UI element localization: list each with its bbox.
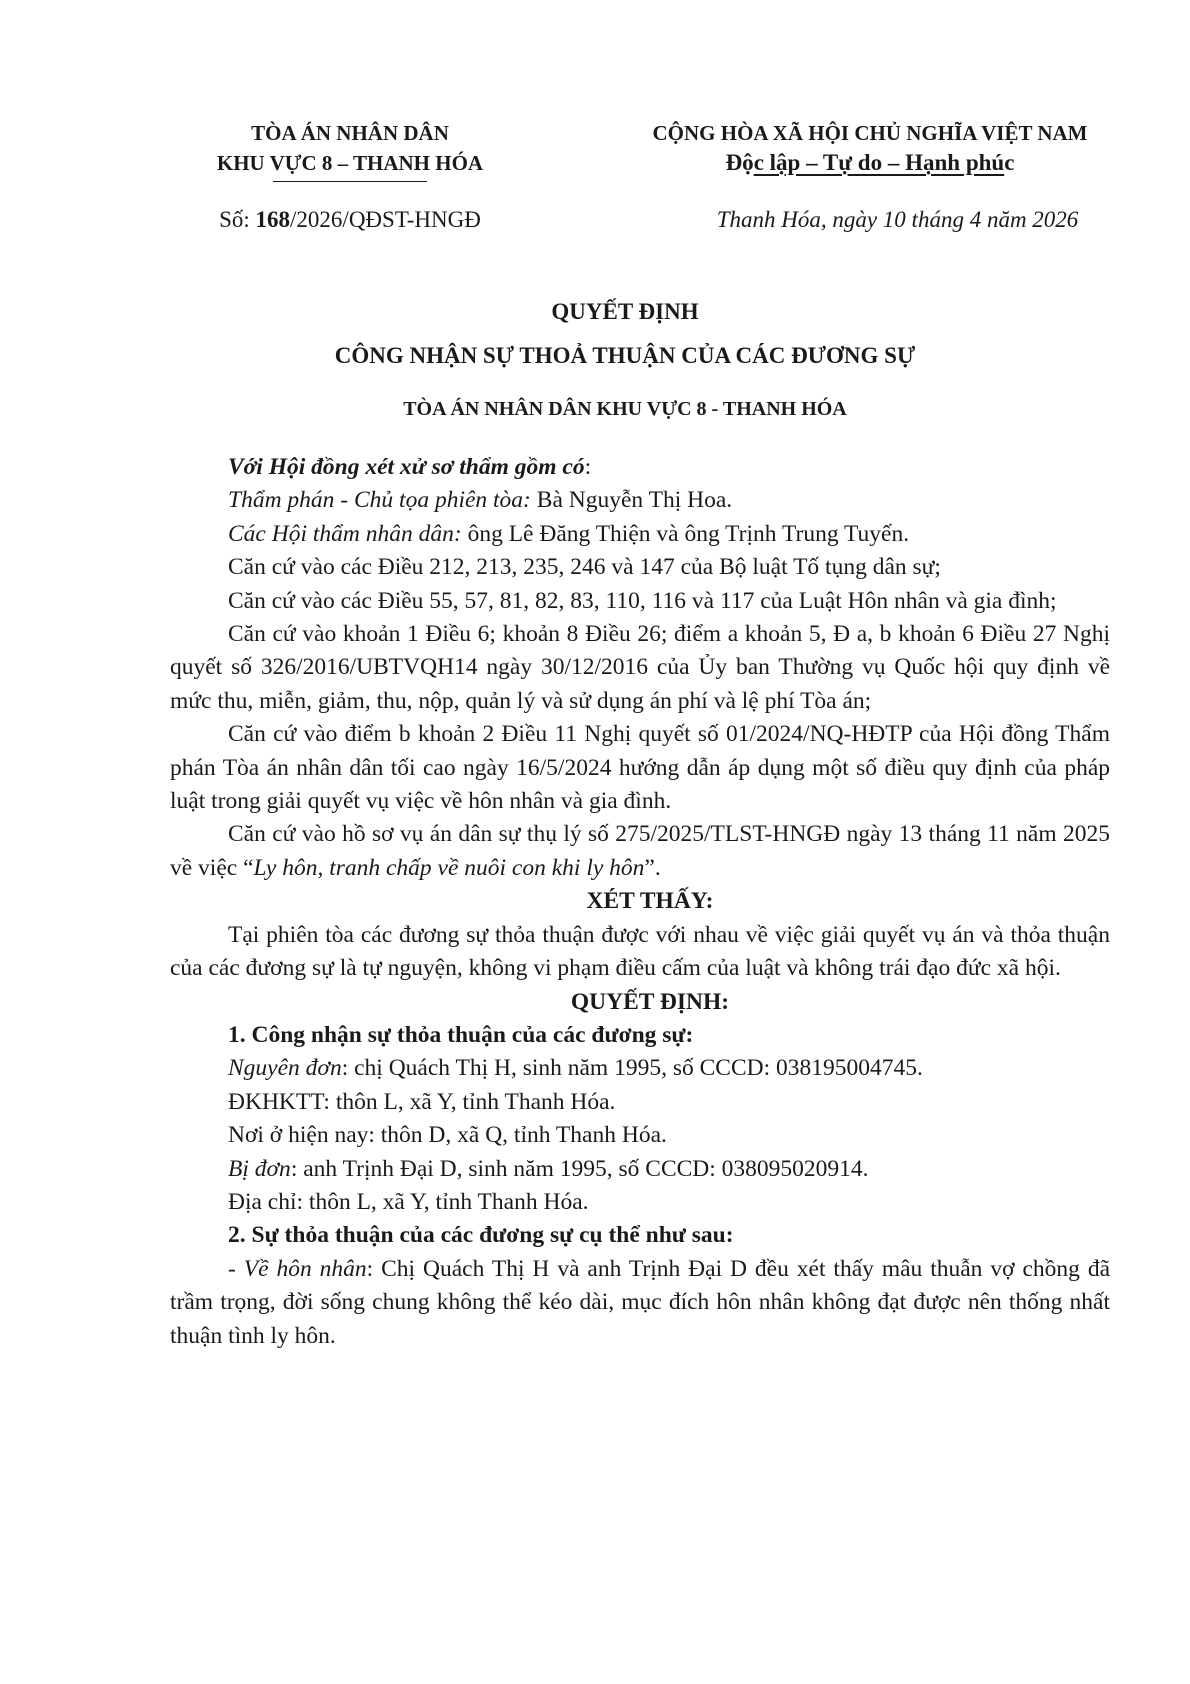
doc-number-suffix: /2026/QĐST-HNGĐ	[290, 207, 481, 232]
case-subject: Ly hôn, tranh chấp về nuôi con khi ly hôn	[253, 854, 645, 881]
panel-intro-text: Với Hội đồng xét xử sơ thẩm gồm có	[228, 454, 585, 480]
findings-heading: XÉT THẤY:	[586, 888, 714, 915]
document-title: QUYẾT ĐỊNH	[551, 299, 699, 324]
section-1-title: 1. Công nhận sự thỏa thuận của các đương sự:	[228, 1021, 694, 1048]
doc-number-value: 168	[255, 207, 291, 232]
jurors-names: ông Lê Đăng Thiện và ông Trịnh Trung Tuyến.	[461, 520, 910, 547]
panel-intro-colon: :	[584, 454, 592, 480]
motto-end: c	[1004, 150, 1015, 175]
case-file-end: ”.	[644, 854, 661, 881]
court-name-line1: TÒA ÁN NHÂN DÂN	[251, 121, 449, 145]
motto-underlined: c lập – Tự do – Hạnh phú	[753, 150, 1005, 175]
national-header	[620, 118, 1120, 178]
motto-start: Độ	[725, 150, 754, 175]
legal-basis-3: Căn cứ vào khoản 1 Điều 6; khoản 8 Điều 26; điểm a khoản 5, Đ a, b khoản 6 Điều 27 Nghị quyết số 326/2016/UBTVQH14 ngày 30/12/2016 của Ủy ban Thường vụ Quốc hội quy định về mức thu, miễn, giảm, thu, nộp, quản lý và sử dụng án phí và lệ phí Tòa án;	[170, 621, 1110, 714]
jurors-label: Các Hội thẩm nhân dân:	[228, 520, 462, 547]
jurors-line	[170, 518, 1110, 551]
republic-name: CỘNG HÒA XÃ HỘI CHỦ NGHĨA VIỆT NAM	[652, 121, 1088, 145]
case-file-text: Căn cứ vào hồ sơ vụ án dân sự thụ lý số 275/2025/TLST-HNGĐ ngày 13 tháng 11 năm 2025 về việc “	[170, 821, 1110, 881]
defendant-label: Bị đơn	[228, 1155, 291, 1182]
court-header	[170, 118, 530, 182]
defendant-address: Địa chỉ: thôn L, xã Y, tỉnh Thanh Hóa.	[228, 1188, 589, 1215]
decision-heading: QUYẾT ĐỊNH:	[570, 988, 730, 1015]
judge-line	[170, 484, 1110, 517]
section-2-title: 2. Sự thỏa thuận của các đương sự cụ thể như sau:	[228, 1222, 734, 1249]
marriage-label: Về hôn nhân	[243, 1255, 367, 1282]
marriage-agreement	[170, 1253, 1110, 1353]
plaintiff-label: Nguyên đơn	[228, 1055, 342, 1082]
plaintiff-line	[170, 1052, 1110, 1085]
issuing-court: TÒA ÁN NHÂN DÂN KHU VỰC 8 - THANH HÓA	[403, 398, 847, 420]
findings-text: Tại phiên tòa các đương sự thỏa thuận được với nhau về việc giải quyết vụ án và thỏa thuận của các đương sự là tự nguyện, không vi phạm điều cấm của luật và không trái đạo đức xã hội.	[170, 921, 1110, 982]
national-motto	[620, 148, 1120, 178]
defendant-details: : anh Trịnh Đại D, sinh năm 1995, số CCCD: 038095020914.	[290, 1155, 869, 1182]
place-date: Thanh Hóa, ngày 10 tháng 4 năm 2026	[716, 207, 1079, 232]
legal-basis-4: Căn cứ vào điểm b khoản 2 Điều 11 Nghị quyết số 01/2024/NQ-HĐTP của Hội đồng Thẩm phán Tòa án nhân dân tối cao ngày 16/5/2024 hướng dẫn áp dụng một số điều quy định của pháp luật trong giải quyết vụ việc về hôn nhân và gia đình.	[170, 721, 1110, 815]
court-name-line2: KHU VỰC 8 – THANH HÓA	[216, 151, 484, 175]
plaintiff-registered-address: ĐKHKTT: thôn L, xã Y, tỉnh Thanh Hóa.	[228, 1088, 616, 1115]
plaintiff-details: : chị Quách Thị H, sinh năm 1995, số CCCD: 038195004745.	[341, 1055, 923, 1082]
document-body	[170, 451, 1110, 1353]
legal-basis-1: Căn cứ vào các Điều 212, 213, 235, 246 và 147 của Bộ luật Tố tụng dân sự;	[228, 554, 941, 581]
document-subtitle: CÔNG NHẬN SỰ THOẢ THUẬN CỦA CÁC ĐƯƠNG SỰ	[334, 343, 916, 368]
panel-intro	[170, 451, 1110, 484]
judge-label: Thẩm phán - Chủ tọa phiên tòa:	[228, 487, 531, 514]
plaintiff-residence: Nơi ở hiện nay: thôn D, xã Q, tỉnh Thanh Hóa.	[228, 1122, 667, 1149]
document-number	[170, 205, 530, 235]
defendant-line	[170, 1153, 1110, 1186]
marriage-dash: -	[228, 1255, 244, 1282]
case-file-basis	[170, 818, 1110, 885]
doc-number-prefix: Số:	[219, 207, 256, 232]
legal-basis-2: Căn cứ vào các Điều 55, 57, 81, 82, 83, 110, 116 và 117 của Luật Hôn nhân và gia đình;	[228, 587, 1057, 614]
judge-name: Bà Nguyễn Thị Hoa.	[530, 487, 733, 514]
marriage-text: : Chị Quách Thị H và anh Trịnh Đại D đều xét thấy mâu thuẫn vợ chồng đã trầm trọng, đời sống chung không thể kéo dài, mục đích hôn nhân không đạt được nên thống nhất thuận tình ly hôn.	[170, 1255, 1110, 1349]
court-header-underline	[273, 181, 427, 182]
